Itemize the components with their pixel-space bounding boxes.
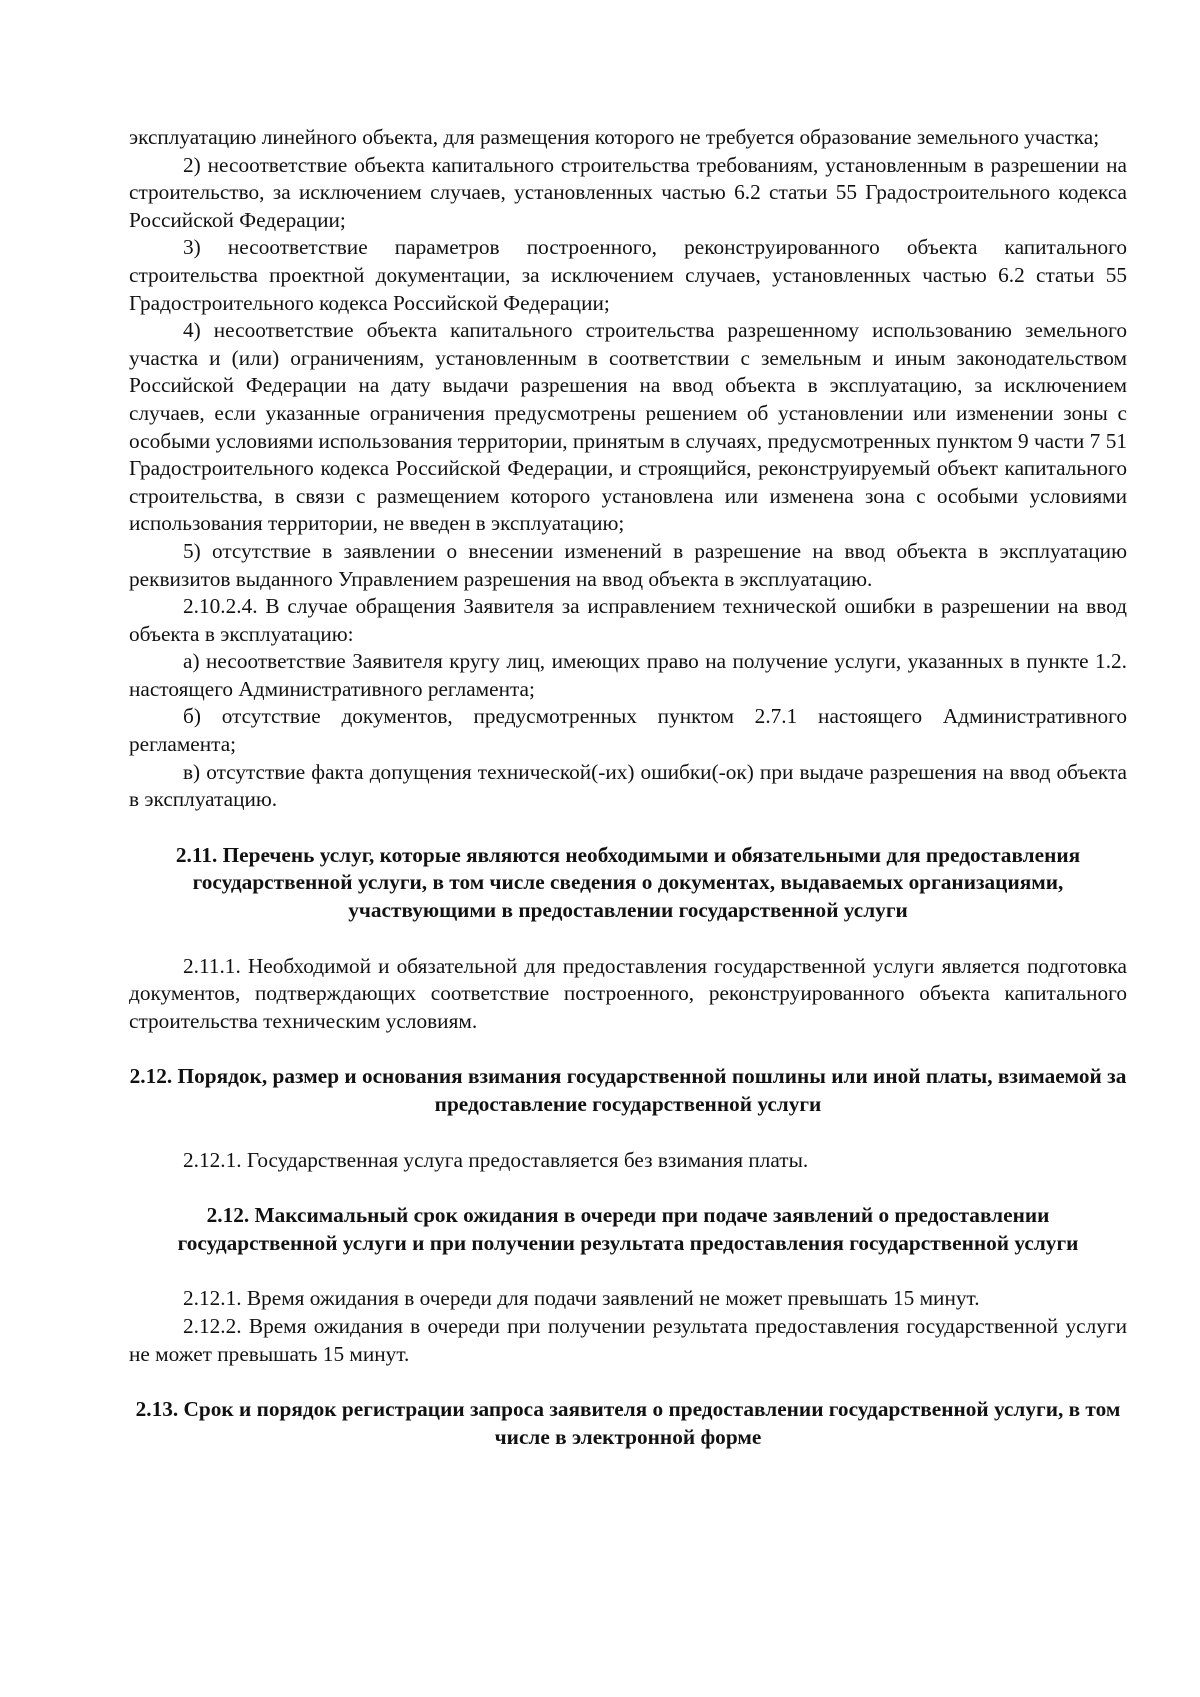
heading-2-11: 2.11. Перечень услуг, которые являются необходимыми и обязательными для предоставления государственной услуги, в том числе сведения о документах, выдаваемых организациями, участвующими в предоставлении государственной услуги	[175, 842, 1081, 923]
paragraph-item-v: в) отсутствие факта допущения технической(-их) ошибки(-ок) при выдаче разрешения на ввод объекта в эксплуатацию.	[129, 759, 1127, 812]
paragraph-item-4: 4) несоответствие объекта капитального строительства разрешенному использованию земельного участка и (или) ограничениям, установленным в соответствии с земельным и иным законодательством Российской Федерации на дату выдачи разрешения на ввод объекта в эксплуатацию, за исключением случаев, если указанные ограничения предусмотрены решением об установлении или изменении зоны с особыми условиями использования территории, принятым в случаях, предусмотренных пунктом 9 части 7 51 Градостроительного кодекса Российской Федерации, и строящийся, реконструируемый объект капитального строительства, в связи с размещением которого установлена или изменена зона с особыми условиями использования территории, не введен в эксплуатацию;	[129, 318, 1127, 536]
heading-2-12-queue: 2.12. Максимальный срок ожидания в очереди при подаче заявлений о предоставлении государственной услуги и при получении результата предоставления государственной услуги	[177, 1203, 1079, 1255]
heading-2-13: 2.13. Срок и порядок регистрации запроса заявителя о предоставлении государственной услуги, в том числе в электронной форме	[135, 1397, 1121, 1449]
paragraph-2-12-2-queue: 2.12.2. Время ожидания в очереди при получении результата предоставления государственной услуги не может превышать 15 минут.	[129, 1313, 1127, 1366]
paragraph-item-2: 2) несоответствие объекта капитального строительства требованиям, установленным в разрешении на строительство, за исключением случаев, установленных частью 6.2 статьи 55 Градостроительного кодекса Российской Федерации;	[129, 152, 1127, 232]
paragraph-continuation: эксплуатацию линейного объекта, для размещения которого не требуется образование земельного участка;	[129, 125, 1100, 149]
paragraph-2-12-1-queue: 2.12.1. Время ожидания в очереди для подачи заявлений не может превышать 15 минут.	[183, 1286, 980, 1311]
paragraph-item-b: б) отсутствие документов, предусмотренных пунктом 2.7.1 настоящего Административного регламента;	[129, 704, 1127, 757]
paragraph-item-a: а) несоответствие Заявителя кругу лиц, имеющих право на получение услуги, указанных в пункте 1.2. настоящего Административного регламента;	[129, 649, 1127, 701]
paragraph-item-3: 3) несоответствие параметров построенного, реконструированного объекта капитального строительства проектной документации, за исключением случаев, установленных частью 6.2 статьи 55 Градостроительного кодекса Российской Федерации;	[129, 235, 1127, 315]
paragraph-2-10-2-4: 2.10.2.4. В случае обращения Заявителя за исправлением технической ошибки в разрешении на ввод объекта в эксплуатацию:	[129, 594, 1127, 646]
paragraph-2-12-1-fee: 2.12.1. Государственная услуга предоставляется без взимания платы.	[183, 1147, 809, 1172]
heading-2-12-fee: 2.12. Порядок, размер и основания взимания государственной пошлины или иной платы, взимаемой за предоставление государственной услуги	[129, 1064, 1127, 1116]
paragraph-2-11-1: 2.11.1. Необходимой и обязательной для предоставления государственной услуги является подготовка документов, подтверждающих соответствие построенного, реконструированного объекта капитального строительства техническим условиям.	[129, 953, 1127, 1033]
paragraph-item-5: 5) отсутствие в заявлении о внесении изменений в разрешение на ввод объекта в эксплуатацию реквизитов выданного Управлением разрешения на ввод объекта в эксплуатацию.	[129, 538, 1127, 591]
document-page	[129, 124, 1127, 1451]
